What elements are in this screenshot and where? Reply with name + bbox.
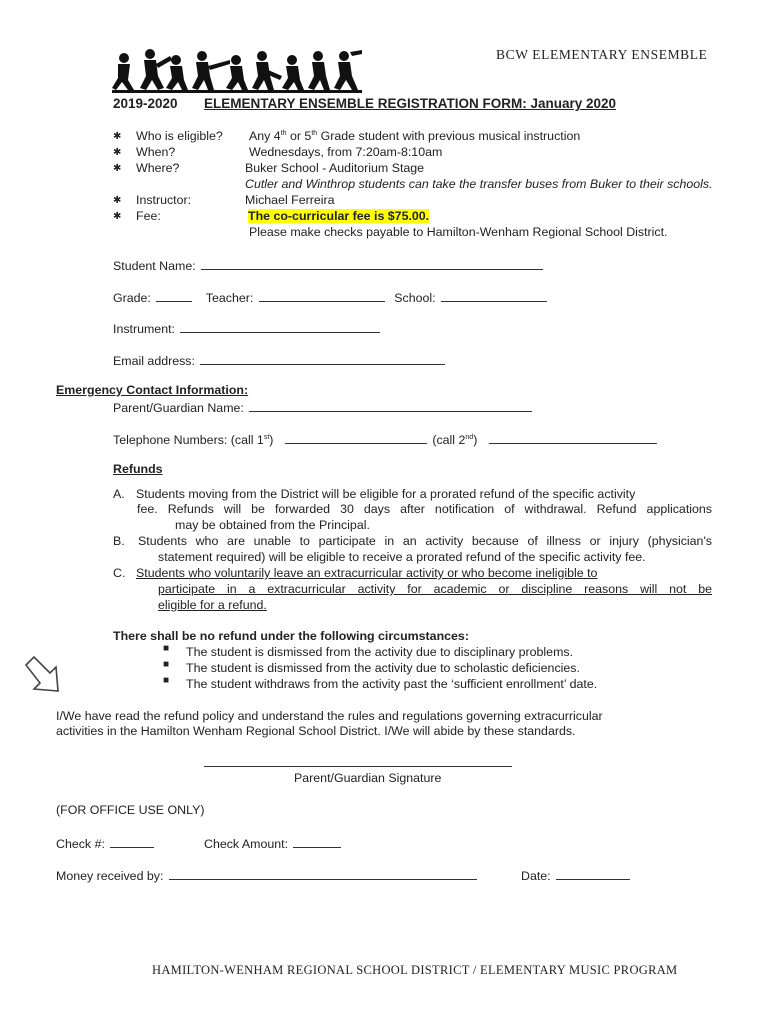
list-item: The student is dismissed from the activity due to scholastic deficiencies. [186,661,580,675]
instructor-label: Instructor: [136,193,192,207]
school-line[interactable] [441,289,547,302]
email-line[interactable] [200,352,445,365]
grade-row [113,289,549,305]
refund-a-line2: fee. Refunds will be forwarded 30 days after notification of withdrawal. Refund applications [137,502,712,516]
refund-a-line1: Students moving from the District will be eligible for a prorated refund of the specific activity [136,487,636,501]
check-number-label: Check #: [56,837,105,851]
eligible-sup-b: th [311,129,318,137]
refund-a-line3: may be obtained from the Principal. [175,518,370,532]
check-amount-line[interactable] [293,835,341,848]
instrument-label: Instrument: [113,322,175,336]
parent-name-line[interactable] [249,399,532,412]
bullet-icon: ■ [163,643,170,654]
refund-b-line2: statement required) will be eligible to receive a prorated refund of the specific activity fee. [158,550,646,564]
signature-label: Parent/Guardian Signature [294,771,442,785]
student-name-field[interactable] [113,257,545,273]
fee-label: Fee: [136,209,161,223]
bullet-icon: ■ [163,675,170,686]
phone-row [113,431,659,447]
refunds-heading: Refunds [113,462,163,476]
refund-c-letter: C. [113,566,126,580]
phone-close-2: ) [473,433,478,447]
when-value: Wednesdays, from 7:20am-8:10am [249,145,443,159]
footer: HAMILTON-WENHAM REGIONAL SCHOOL DISTRICT / ELEMENTARY MUSIC PROGRAM [152,963,678,977]
agreement-line2: activities in the Hamilton Wenham Regional School District. I/We will abide by these standards. [56,724,576,738]
office-heading: (FOR OFFICE USE ONLY) [56,803,205,817]
bullet-icon: ✱ [113,195,122,206]
phone-2-line[interactable] [489,431,657,444]
email-label: Email address: [113,354,195,368]
bullet-icon: ✱ [113,147,122,158]
eligible-label: Who is eligible? [136,129,223,143]
money-received-label: Money received by: [56,869,164,883]
page-title: BCW ELEMENTARY ENSEMBLE [496,47,708,62]
instructor-value: Michael Ferreira [245,193,335,207]
fee-value [248,209,429,223]
refund-c-line2: participate in a extracurricular activity for academic or discipline reasons will not be [158,582,712,596]
phone-sup-2: nd [465,433,474,441]
teacher-label: Teacher: [205,291,254,305]
phone-close-1: ) [269,433,274,447]
check-number-line[interactable] [110,835,154,848]
form-title: ELEMENTARY ENSEMBLE REGISTRATION FORM: January 2020 [204,96,617,111]
agreement-line1: I/We have read the refund policy and understand the rules and regulations governing extracurricular [56,709,603,723]
eligible-sup-a: th [280,129,287,137]
where-note: Cutler and Winthrop students can take the transfer buses from Buker to their schools. [245,177,713,191]
refund-b-letter: B. [113,534,125,548]
eligible-text-a: Any 4 [249,129,281,143]
money-received-field[interactable] [56,867,479,883]
instrument-line[interactable] [180,320,380,333]
school-label: School: [394,291,436,305]
where-label: Where? [136,161,180,175]
bullet-icon: ■ [163,659,170,670]
down-right-arrow-icon [22,655,66,695]
fee-payable-note: Please make checks payable to Hamilton-Wenham Regional School District. [249,225,668,239]
grade-label: Grade: [113,291,151,305]
fee-highlight: The co-curricular fee is $75.00. [248,209,430,223]
email-field[interactable] [113,352,447,368]
musicians-silhouette-logo [112,46,364,94]
date-field[interactable] [521,867,632,883]
phone-label-2: (call 2 [432,433,466,447]
date-line[interactable] [556,867,630,880]
teacher-line[interactable] [259,289,385,302]
date-label: Date: [521,869,551,883]
check-amount-field[interactable] [204,835,343,851]
when-label: When? [136,145,176,159]
form-year: 2019-2020 [113,96,178,111]
eligible-value [249,129,580,143]
emergency-heading: Emergency Contact Information: [56,383,249,397]
student-name-label: Student Name: [113,259,196,273]
no-refund-heading: There shall be no refund under the following circumstances: [113,629,469,643]
eligible-text-c: Grade student with previous musical instruction [317,129,581,143]
refund-c-line1: Students who voluntarily leave an extracurricular activity or who become ineligible to [136,566,598,580]
refund-b-line1: Students who are unable to participate in an activity because of illness or injury (physician's [138,534,712,548]
bullet-icon: ✱ [113,163,122,174]
where-value: Buker School - Auditorium Stage [245,161,425,175]
phone-sup-1: st [263,433,270,441]
phone-1-line[interactable] [285,431,427,444]
money-received-line[interactable] [169,867,477,880]
bullet-icon: ✱ [113,211,122,222]
instrument-field[interactable] [113,320,382,336]
signature-line[interactable] [204,766,512,767]
grade-line[interactable] [156,289,192,302]
bullet-icon: ✱ [113,131,122,142]
parent-name-field[interactable] [113,399,534,415]
parent-name-label: Parent/Guardian Name: [113,401,244,415]
refund-a-letter: A. [113,487,125,501]
list-item: The student withdraws from the activity past the ‘sufficient enrollment’ date. [186,677,598,691]
refund-c-line3: eligible for a refund. [158,598,267,612]
check-number-field[interactable] [56,835,156,851]
list-item: The student is dismissed from the activity due to disciplinary problems. [186,645,574,659]
check-amount-label: Check Amount: [204,837,289,851]
student-name-line[interactable] [201,257,543,270]
eligible-text-b: or 5 [286,129,312,143]
phone-label: Telephone Numbers: (call 1 [113,433,264,447]
